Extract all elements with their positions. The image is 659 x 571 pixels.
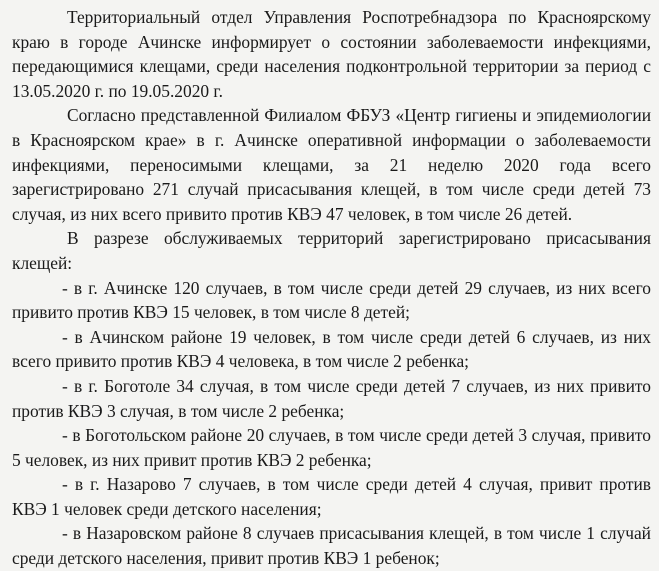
list-item-nazarovo-district: - в Назаровском районе 8 случаев присасывания клещей, в том числе 1 случай среди детского населения, привит против КВЭ 1 ребенок; (12, 523, 651, 569)
list-item-achinsk-city: - в г. Ачинске 120 случаев, в том числе среди детей 29 случаев, из них всего привито против КВЭ 15 человек, в том числе 8 детей; (12, 277, 651, 323)
list-item-achinsk-district: - в Ачинском районе 19 человек, в том числе среди детей 6 случаев, из них всего привито против КВЭ 4 человека, в том числе 2 ребенка; (12, 326, 651, 372)
intro-paragraph: Территориальный отдел Управления Роспотребнадзора по Красноярскому краю в городе Ачинске информирует о состоянии заболеваемости инфекциями, передающимися клещами, среди населения подконтрольной территории за период с 13.05.2020 г. по 19.05.2020 г. (12, 7, 651, 101)
list-item-bogotol-city: - в г. Боготоле 34 случая, в том числе среди детей 7 случаев, из них привито против КВЭ 3 случая, в том числе 2 ребенка; (12, 375, 651, 421)
list-item-bogotol-district: - в Боготольском районе 20 случаев, в том числе среди детей 3 случая, привито 5 человек, из них привит против КВЭ 2 ребенка; (12, 425, 651, 470)
list-item-nazarovo-city: - в г. Назарово 7 случаев, в том числе среди детей 4 случая, привит против КВЭ 1 человек среди детского населения; (12, 474, 651, 519)
summary-paragraph: Согласно представленной Филиалом ФБУЗ «Центр гигиены и эпидемиологии в Красноярском крае» в г. Ачинске оперативной информации о заболеваемости инфекциями, переносимыми клещами, за 21 неделю 2020 года всего зарегистрировано 271 случай присасывания клещей, в том числе среди детей 73 случая, из них всего привито против КВЭ 47 человек, в том числе 26 детей. (12, 105, 651, 224)
territories-heading-paragraph: В разрезе обслуживаемых территорий зарегистрировано присасывания клещей: (12, 228, 651, 273)
